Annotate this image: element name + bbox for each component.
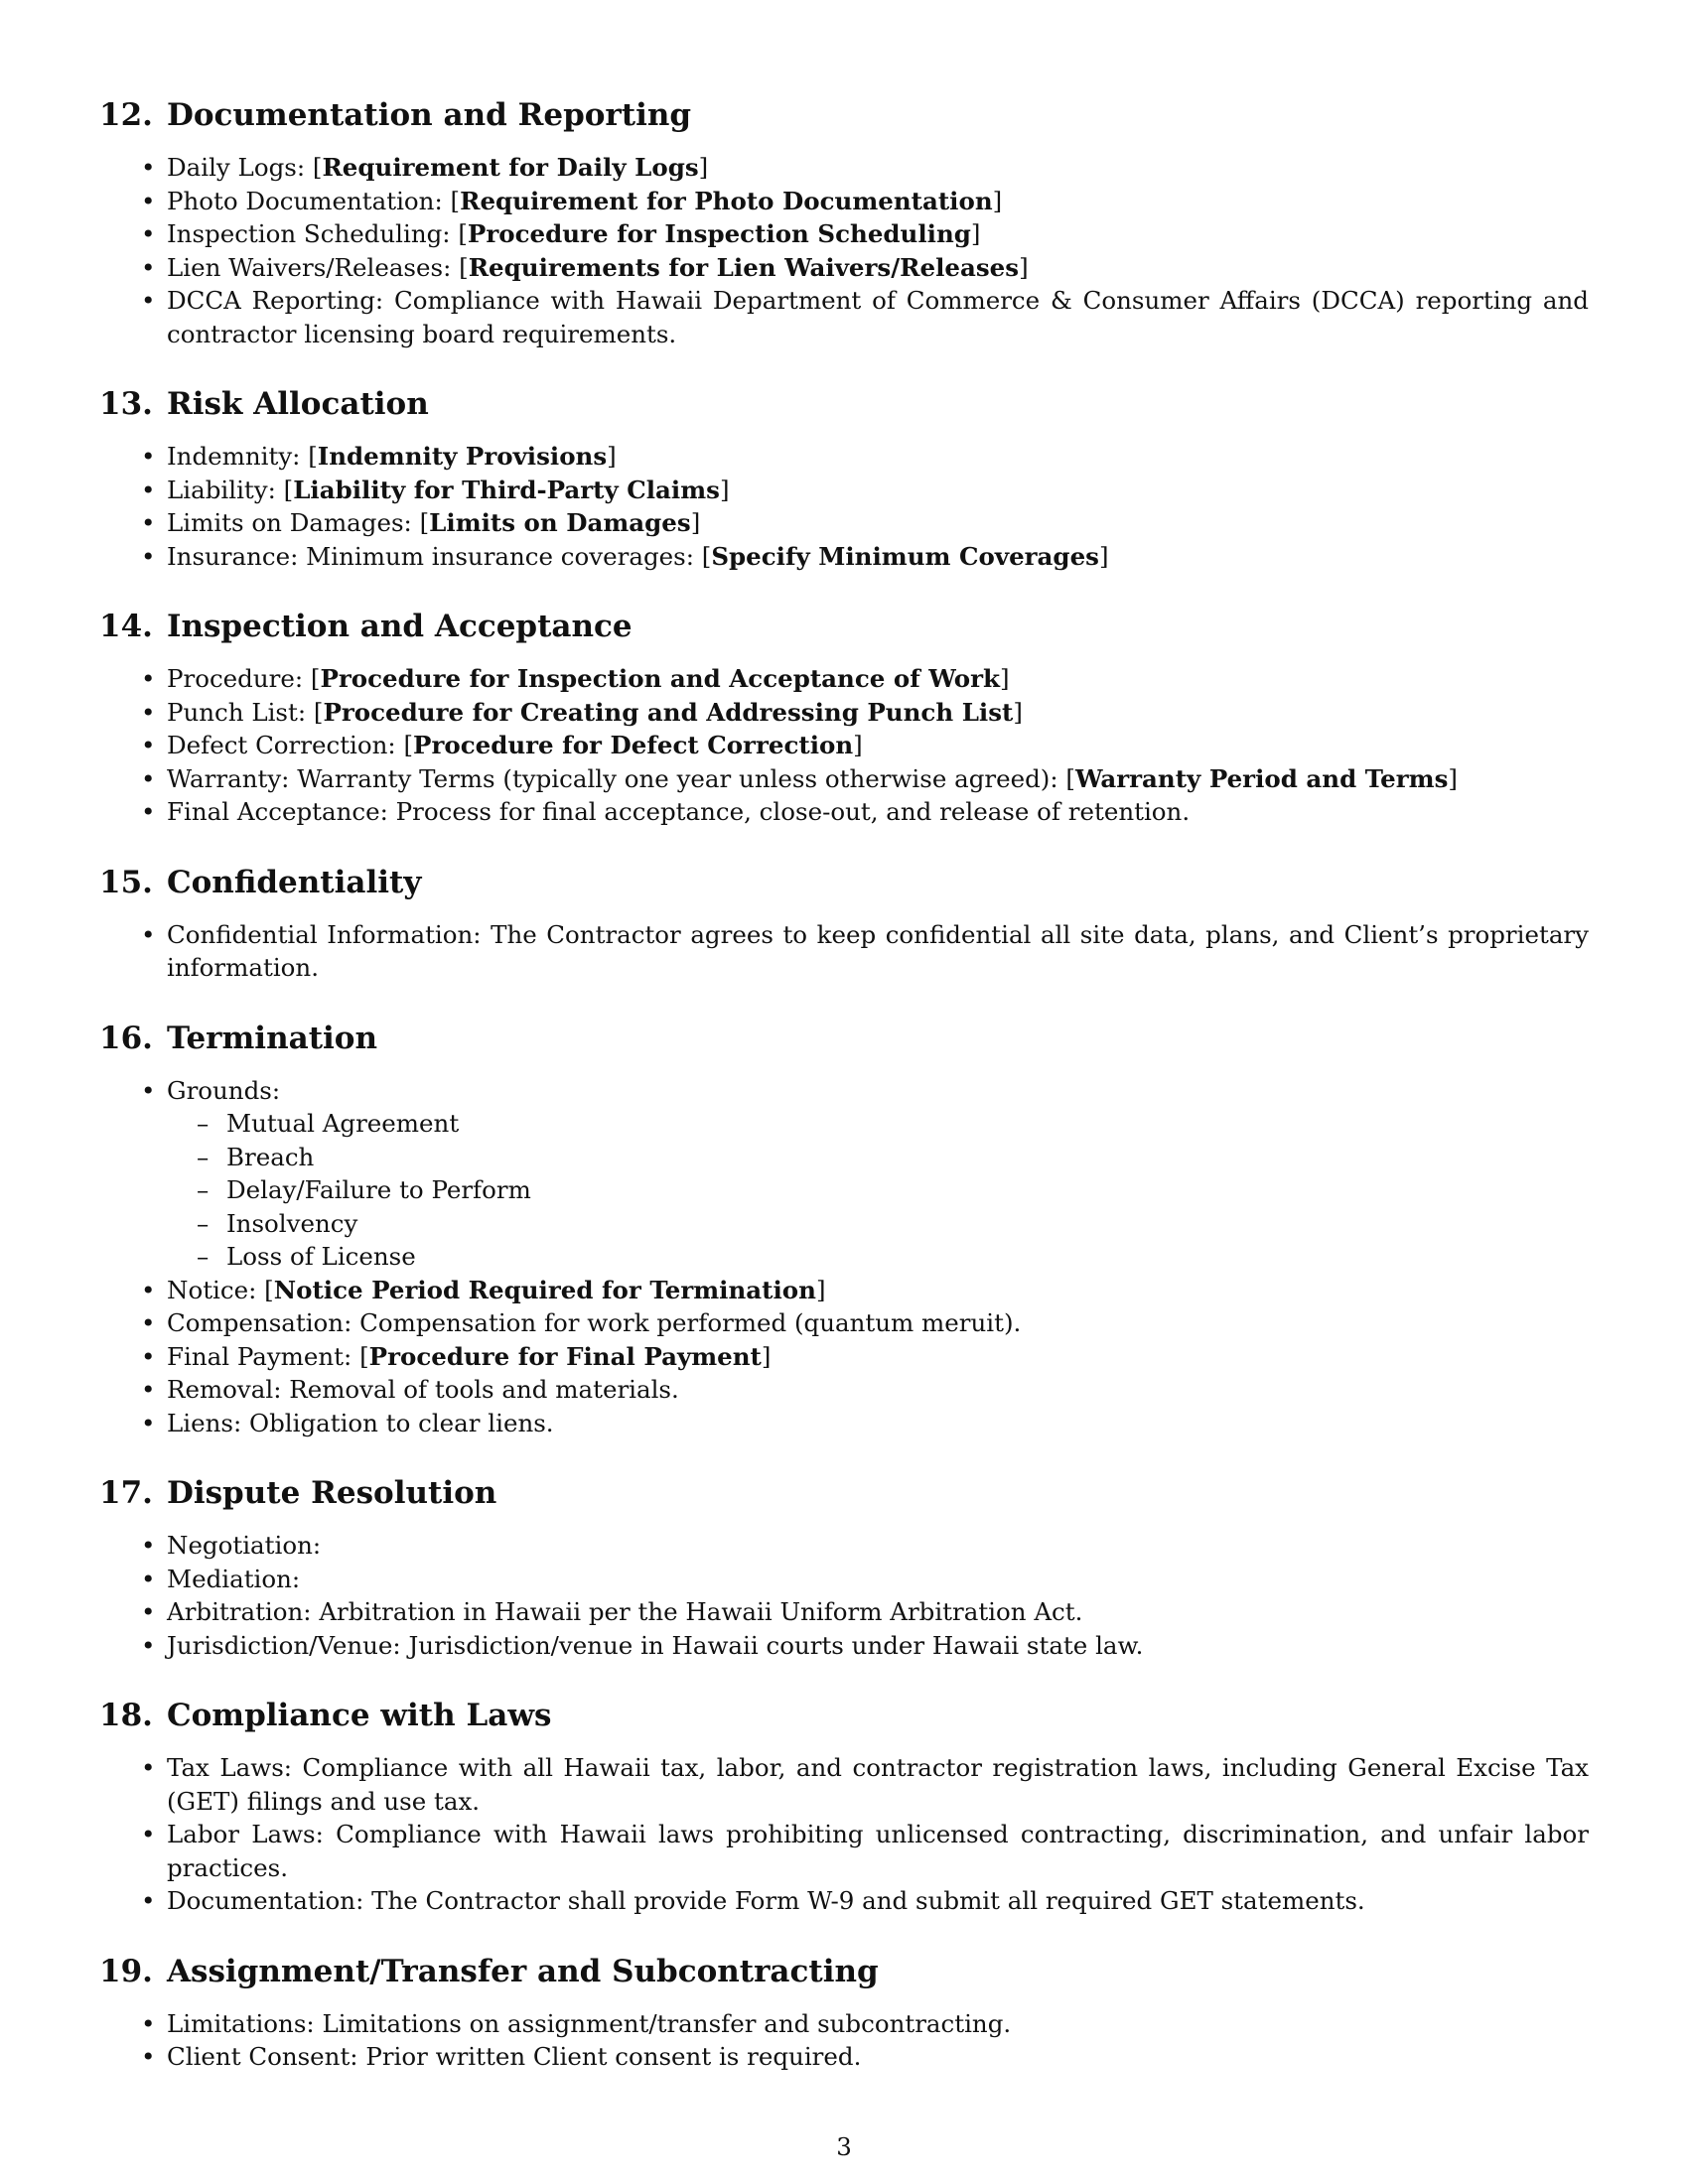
- sub-list-item: – Insolvency: [226, 1207, 1589, 1241]
- bracket-open: [: [308, 442, 318, 471]
- placeholder-field: Limits on Damages: [429, 508, 691, 537]
- bullet-list: [99, 151, 1589, 350]
- list-item: [167, 729, 1589, 762]
- item-label: Lien Waivers/Releases:: [167, 252, 460, 282]
- bracket-close: ]: [970, 219, 981, 248]
- item-text: Client Consent: Prior written Client consent is required.: [167, 2042, 862, 2071]
- list-item: [167, 506, 1589, 540]
- list-item: [167, 1595, 1589, 1629]
- list-item: [167, 1074, 1589, 1274]
- placeholder-field: Procedure for Inspection Scheduling: [467, 219, 971, 248]
- bracket-close: ]: [1019, 252, 1029, 282]
- section-number: 16.: [99, 1020, 153, 1056]
- item-label: Liability:: [167, 475, 284, 504]
- document-page: [99, 95, 1589, 2108]
- bracket-open: [: [459, 252, 469, 282]
- list-item: [167, 2007, 1589, 2041]
- placeholder-field: Warranty Period and Terms: [1074, 763, 1449, 793]
- list-item: [167, 795, 1589, 829]
- item-text: Mediation:: [167, 1564, 301, 1593]
- section-title: Compliance with Laws: [166, 1698, 552, 1733]
- item-text: Limitations: Limitations on assignment/transfer and subcontracting.: [167, 2008, 1012, 2038]
- placeholder-field: Specify Minimum Coverages: [711, 541, 1099, 571]
- item-text: Negotiation:: [167, 1531, 322, 1560]
- list-item: [167, 1340, 1589, 1374]
- item-text: Removal: Removal of tools and materials.: [167, 1375, 679, 1404]
- sub-list-item: – Mutual Agreement: [226, 1107, 1589, 1141]
- section-heading: [99, 607, 1589, 646]
- item-text: Liens: Obligation to clear liens.: [167, 1408, 554, 1437]
- placeholder-field: Procedure for Defect Correction: [413, 731, 854, 759]
- list-item: [167, 540, 1589, 574]
- section-title: Assignment/Transfer and Subcontracting: [166, 1953, 879, 1989]
- bracket-open: [: [310, 664, 321, 693]
- list-item: [167, 185, 1589, 218]
- section: [99, 607, 1589, 829]
- section: [99, 1696, 1589, 1918]
- item-text: Arbitration: Arbitration in Hawaii per the Hawaii Uniform Arbitration Act.: [167, 1597, 1083, 1626]
- bracket-open: [: [359, 1341, 369, 1371]
- list-item: [167, 1407, 1589, 1440]
- list-item: [167, 696, 1589, 730]
- list-item: [167, 1818, 1589, 1884]
- bracket-open: [: [450, 186, 461, 215]
- list-item: [167, 2040, 1589, 2074]
- placeholder-field: Requirement for Daily Logs: [322, 153, 699, 182]
- item-text: Grounds:: [167, 1075, 281, 1105]
- item-label: Limits on Damages:: [167, 508, 420, 537]
- placeholder-field: Requirement for Photo Documentation: [460, 186, 993, 215]
- section: [99, 384, 1589, 573]
- list-item: [167, 1373, 1589, 1407]
- item-label: Inspection Scheduling:: [167, 219, 459, 248]
- section-heading: [99, 1019, 1589, 1058]
- section-heading: [99, 1696, 1589, 1735]
- section-title: Documentation and Reporting: [166, 97, 692, 133]
- bracket-close: ]: [607, 442, 617, 471]
- list-item: [167, 1751, 1589, 1818]
- bracket-close: ]: [1000, 664, 1010, 693]
- list-item: [167, 151, 1589, 185]
- item-label: Photo Documentation:: [167, 186, 451, 215]
- placeholder-field: Procedure for Final Payment: [368, 1341, 762, 1371]
- list-item: [167, 1563, 1589, 1596]
- section-number: 17.: [99, 1475, 153, 1511]
- list-item: [167, 284, 1589, 350]
- item-text: Tax Laws: Compliance with all Hawaii tax, labor, and contractor registration laws, including General Excise Tax (GET) filings and use tax.: [167, 1753, 1589, 1816]
- section: [99, 1952, 1589, 2074]
- list-item: [167, 474, 1589, 507]
- bullet-list: [99, 440, 1589, 573]
- bracket-close: ]: [761, 1341, 772, 1371]
- list-item: [167, 662, 1589, 696]
- bracket-open: [: [403, 731, 414, 759]
- bullet-list: [99, 1751, 1589, 1918]
- list-item: [167, 918, 1589, 985]
- item-text: DCCA Reporting: Compliance with Hawaii Department of Commerce & Consumer Affairs (DCCA) reporting and contractor licensing board requirements.: [167, 286, 1589, 348]
- bracket-close: ]: [1448, 763, 1458, 793]
- bracket-open: [: [1065, 763, 1075, 793]
- bracket-open: [: [701, 541, 712, 571]
- section-number: 13.: [99, 386, 153, 422]
- bracket-open: [: [313, 697, 324, 727]
- section-title: Termination: [166, 1020, 378, 1056]
- placeholder-field: Requirements for Lien Waivers/Releases: [468, 252, 1020, 282]
- item-label: Warranty: Warranty Terms (typically one year unless otherwise agreed):: [167, 763, 1066, 793]
- item-text: Jurisdiction/Venue: Jurisdiction/venue in Hawaii courts under Hawaii state law.: [167, 1630, 1144, 1660]
- bracket-close: ]: [992, 186, 1003, 215]
- item-text: Documentation: The Contractor shall provide Form W-9 and submit all required GET statements.: [167, 1886, 1365, 1915]
- placeholder-field: Procedure for Inspection and Acceptance of Work: [320, 664, 1001, 693]
- section-number: 19.: [99, 1953, 153, 1989]
- placeholder-field: Liability for Third-Party Claims: [293, 475, 720, 504]
- section-number: 15.: [99, 864, 153, 900]
- placeholder-field: Indemnity Provisions: [317, 442, 608, 471]
- placeholder-field: Procedure for Creating and Addressing Punch List: [323, 697, 1014, 727]
- list-item: [167, 440, 1589, 474]
- bracket-close: ]: [1098, 541, 1109, 571]
- section-heading: [99, 95, 1589, 135]
- bracket-close: ]: [719, 475, 730, 504]
- list-item: [167, 762, 1589, 796]
- item-label: Final Payment:: [167, 1341, 360, 1371]
- bracket-open: [: [458, 219, 468, 248]
- sub-list: [167, 1107, 1589, 1274]
- bracket-close: ]: [690, 508, 701, 537]
- section-title: Inspection and Acceptance: [166, 609, 633, 644]
- item-label: Insurance: Minimum insurance coverages:: [167, 541, 702, 571]
- bracket-open: [: [312, 153, 323, 182]
- list-item: [167, 1306, 1589, 1340]
- item-text: Confidential Information: The Contractor agrees to keep confidential all site data, plans, and Client’s proprietary information.: [167, 919, 1589, 982]
- sub-list-item: – Delay/Failure to Perform: [226, 1173, 1589, 1207]
- item-label: Indemnity:: [167, 442, 309, 471]
- section-heading: [99, 1952, 1589, 1991]
- section: [99, 863, 1589, 985]
- item-text: Final Acceptance: Process for final acceptance, close-out, and release of retention.: [167, 797, 1191, 826]
- item-text: Compensation: Compensation for work performed (quantum meruit).: [167, 1308, 1022, 1337]
- section-heading: [99, 863, 1589, 902]
- page-number: 3: [836, 2132, 852, 2161]
- section: [99, 95, 1589, 350]
- sub-list-item: – Breach: [226, 1141, 1589, 1174]
- bracket-open: [: [264, 1275, 274, 1304]
- bracket-close: ]: [698, 153, 709, 182]
- list-item: [167, 1629, 1589, 1663]
- section: [99, 1473, 1589, 1662]
- section-number: 14.: [99, 609, 153, 644]
- bracket-close: ]: [853, 731, 863, 759]
- list-item: [167, 251, 1589, 285]
- item-label: Procedure:: [167, 664, 311, 693]
- bracket-open: [: [283, 475, 294, 504]
- list-item: [167, 1274, 1589, 1307]
- bracket-open: [: [419, 508, 430, 537]
- item-label: Notice:: [167, 1275, 265, 1304]
- section-heading: [99, 1473, 1589, 1513]
- bullet-list: [99, 1529, 1589, 1662]
- section-heading: [99, 384, 1589, 424]
- item-label: Daily Logs:: [167, 153, 313, 182]
- section: [99, 1019, 1589, 1440]
- list-item: [167, 1529, 1589, 1563]
- sub-list-item: – Loss of License: [226, 1240, 1589, 1274]
- bullet-list: [99, 1074, 1589, 1440]
- bracket-close: ]: [1013, 697, 1023, 727]
- list-item: [167, 1884, 1589, 1918]
- bracket-close: ]: [815, 1275, 826, 1304]
- section-title: Risk Allocation: [166, 386, 429, 422]
- item-label: Punch List:: [167, 697, 314, 727]
- bullet-list: [99, 2007, 1589, 2074]
- placeholder-field: Notice Period Required for Termination: [273, 1275, 816, 1304]
- item-text: Labor Laws: Compliance with Hawaii laws prohibiting unlicensed contracting, discrimination, and unfair labor practices.: [167, 1820, 1589, 1882]
- bullet-list: [99, 662, 1589, 829]
- bullet-list: [99, 918, 1589, 985]
- section-number: 18.: [99, 1698, 153, 1733]
- list-item: [167, 217, 1589, 251]
- item-label: Defect Correction:: [167, 731, 404, 759]
- section-title: Confidentiality: [166, 864, 422, 900]
- section-title: Dispute Resolution: [166, 1475, 497, 1511]
- section-number: 12.: [99, 97, 153, 133]
